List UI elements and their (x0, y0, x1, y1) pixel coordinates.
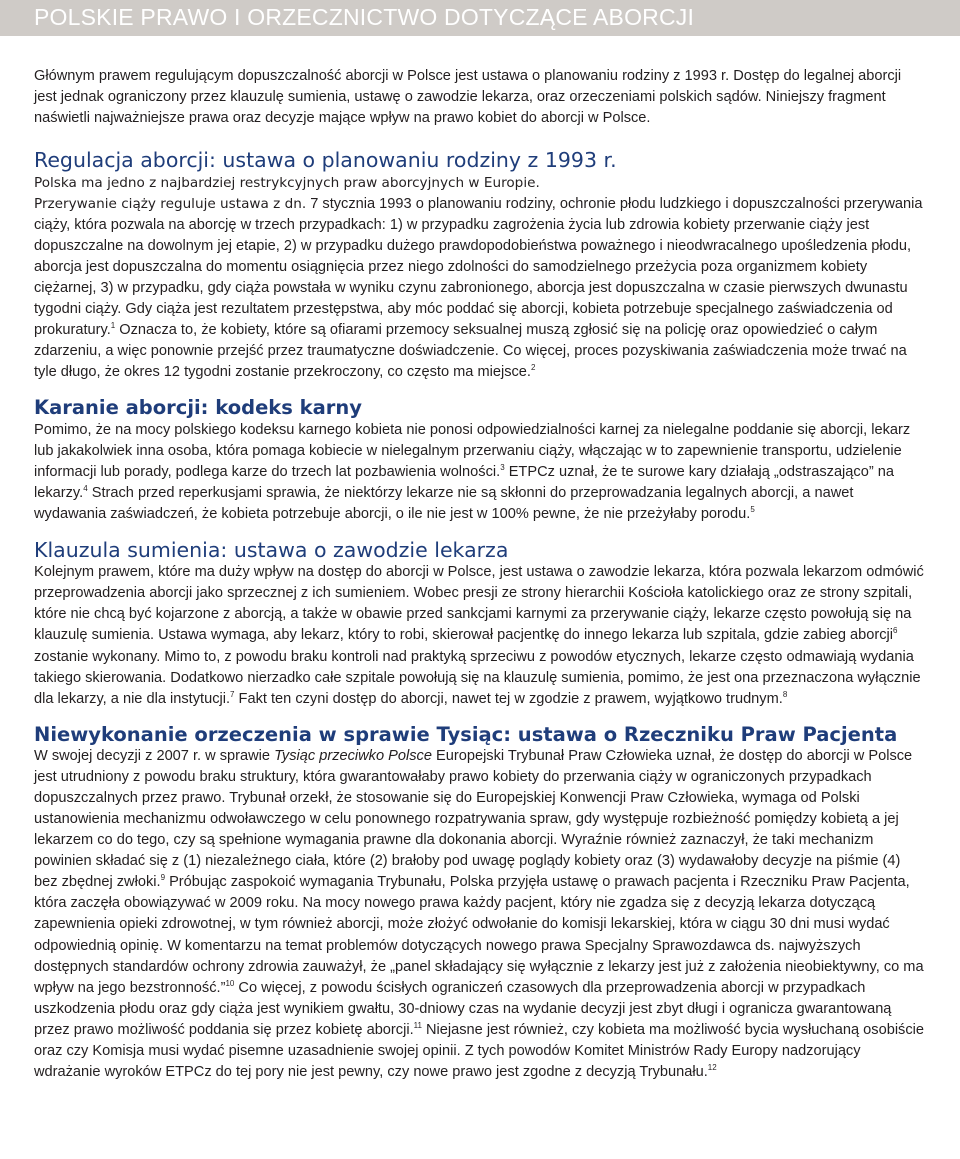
paragraph-penal-code (34, 420, 924, 525)
footnote-ref: 7 (230, 689, 235, 699)
subheading-restrictive: Polska ma jedno z najbardziej restrykcyjnych praw aborcyjnych w Europie. (34, 174, 540, 191)
text-segment: W swojej decyzji z 2007 r. w sprawie (34, 748, 275, 765)
text-segment: Europejski Trybunał Praw Człowieka uznał, że dostęp do aborcji w Polsce jest utrudniony z powodu braku struktury, która gwarantowałaby prawo kobiety do przerwania ciąży w ograniczonych przypadkach dopuszczalnych przez prawo. Trybunał orzekł, że stosowanie się do Europejskiej Konwencji Praw Człowieka, wymaga od Polski ustanowienia mechanizmu odwoławczego w celu ponownego rozpatrywania spraw, gdy występuje rozbieżność pomiędzy kobietą a jej lekarzem co do tego, czy są spełnione wymagania prawne dla dokonania aborcji. Wyraźnie również zaznaczył, że taki mechanizm powinien składać się z (1) niezależnego ciała, które (2) brałoby pod uwagę poglądy kobiety oraz (3) wydawałoby decyzje na piśmie (4) bez zbędnej zwłoki. (34, 748, 913, 891)
text-segment: Pomimo, że na mocy polskiego kodeksu karnego kobieta nie ponosi odpowiedzialności karnej za nielegalne poddanie się aborcji, lekarz lub jakakolwiek inna osoba, która pomaga kobiecie w nielegalnym przerwaniu ciąży, włączając w to zapewnienie transportu, udzielenie informacji lub porady, podlega karze do trzech lat pozbawienia wolności. (34, 421, 911, 480)
footnote-ref: 4 (83, 483, 88, 493)
text-segment: Strach przed reperkusjami sprawia, że niektórzy lekarze nie są skłonni do przeprowadzania legalnych aborcji, a nawet wydawania zaświadczeń, że kobieta potrzebuje aborcji, o ile nie jest w 100% pewne, że nie przeżyłaby porodu. (34, 484, 854, 522)
page-title: POLSKIE PRAWO I ORZECZNICTWO DOTYCZĄCE ABORCJI (34, 4, 695, 30)
section-heading-planning-law: Regulacja aborcji: ustawa o planowaniu rodziny z 1993 r. (34, 148, 617, 173)
intro-paragraph: Głównym prawem regulującym dopuszczalność aborcji w Polsce jest ustawa o planowaniu rodziny z 1993 r. Dostęp do legalnej aborcji jest jednak ograniczony przez klauzulę sumienia, ustawę o zawodzie lekarza, oraz orzeczeniami polskich sądów. Niniejszy fragment naświetli najważniejsze prawa oraz decyzje mające wpływ na prawo kobiet do aborcji w Polsce. (34, 68, 902, 127)
text-segment: Fakt ten czyni dostęp do aborcji, nawet tej w zgodzie z prawem, wyjątkowo trudnym. (234, 690, 783, 707)
section-heading-conscience-clause: Klauzula sumienia: ustawa o zawodzie lekarza (34, 537, 509, 562)
section-heading-penal-code: Karanie aborcji: kodeks karny (34, 396, 362, 420)
text-segment: ETPCz uznał, że te surowe kary działają „odstraszająco” na lekarzy. (34, 463, 894, 501)
text-segment: Oznacza to, że kobiety, które są ofiarami przemocy seksualnej muszą zgłosić się na policję oraz opowiedzieć o całym zdarzeniu, a więc ponownie przejść przez traumatyczne doświadczenie. Co więcej, proces pozyskiwania zaświadczenia może trwać na tyle długo, że okres 12 tygodni zostanie przekroczony, co często ma miejsce. (34, 321, 907, 381)
footnote-ref: 9 (160, 873, 166, 883)
text-segment: Niejasne jest również, czy kobieta ma możliwość bycia wysłuchaną osobiście oraz czy Komisja musi wydać pisemne uzasadnienie swojej opinii. Z tych powodów Komitet Ministrów Rady Europy nadzorujący wdrażanie wyroków ETPCz do tej pory nie jest pewny, czy nowe prawo jest zgodne z decyzją Trybunału. (34, 1021, 925, 1080)
text-segment: Co więcej, z powodu ścisłych ograniczeń czasowych dla przeprowadzenia aborcji w przypadkach uszkodzenia płodu oraz gdy ciąża jest wynikiem gwałtu, 30-dniowy czas na wydanie decyzji jest zbyt długi i ogranicza gwarantowaną przez prawo możliwość poddania się przez kobietę aborcji. (34, 979, 892, 1038)
case-name: Tysiąc przeciwko Polsce (274, 748, 432, 765)
paragraph-conscience-clause (34, 562, 924, 709)
footnote-ref: 3 (500, 462, 505, 472)
text-segment: Próbując zaspokoić wymagania Trybunału, Polska przyjęła ustawę o prawach pacjenta i Rzeczniku Praw Pacjenta, która zaczęła obowiązywać w 2009 roku. Na mocy nowego prawa każdy pacjent, który nie zgadza się z decyzją lekarza dotyczącą zapewnienia opieki zdrowotnej, w tym również aborcji, może złożyć odwołanie do komisji lekarskiej, która w ciągu 30 dni musi wydać odpowiednią opinię. W komentarzu na temat problemów dotyczących nowego prawa Specjalny Sprawozdawca ds. najwyższych dostępnych standardów ochrony zdrowia zauważył, że „panel składający się wyłącznie z lekarzy jest już z założenia nieobiektywny, co ma wpływ na jego bezstronność.” (34, 874, 924, 996)
footnote-ref: 5 (750, 504, 755, 514)
footnote-ref: 1 (110, 320, 116, 330)
text-segment: zostanie wykonany. Mimo to, z powodu braku kontroli nad praktyką sprzeciwu z powodów etycznych, lekarze często odmawiają wydania takiego skierowania. Dodatkowo nierzadko całe szpitale powołują się na klauzulę sumienia, pomimo, że jest ona przeznaczona wyłącznie dla lekarzy, a nie dla instytucji. (34, 648, 921, 707)
text-segment: 7 stycznia 1993 o planowaniu rodziny, ochronie płodu ludzkiego i dopuszczalności przerywania ciąży, która pozwala na aborcję w trzech przypadkach: 1) w przypadku zagrożenia życia lub zdrowia kobiety przerwanie ciąży jest dopuszczalne na dowolnym jej etapie, 2) w przypadku dużego prawdopodobieństwa poważnego i nieodwracalnego upośledzenia płodu, aborcja jest dopuszczalna do momentu osiągnięcia przez niego zdolności do samodzielnego przeżycia poza organizmem kobiety ciężarnej, 3) w przypadku, gdy ciąża powstała w wyniku czynu zabronionego, aborcja jest dopuszczalna w czasie pierwszych dwunastu tygodni ciąży. Gdy ciąża jest rezultatem przestępstwa, aby móc poddać się aborcji, kobieta potrzebuje specjalnego zaświadczenia od prokuratury. (34, 195, 923, 338)
paragraph-tysiac-case (34, 746, 924, 1083)
section-heading-tysiac-case: Niewykonanie orzeczenia w sprawie Tysiąc: ustawa o Rzeczniku Praw Pacjenta (34, 722, 898, 746)
footnote-ref: 6 (893, 626, 898, 636)
subheading-regulation: Przerywanie ciąży reguluje ustawa z dn. (34, 195, 307, 212)
text-segment: Kolejnym prawem, które ma duży wpływ na dostęp do aborcji w Polsce, jest ustawa o zawodzie lekarza, która pozwala lekarzom odmówić przeprowadzenia aborcji jako sprzecznej z ich sumieniem. Wobec presji ze strony hierarchii Kościoła katolickiego oraz ze strony szpitali, które nie chcą być kojarzone z aborcją, a także w obawie przed sankcjami karnymi za przerywanie ciąży, lekarze często powołują się na klauzulę sumienia. Ustawa wymaga, aby lekarz, który to robi, skierował pacjentkę do innego lekarza lub szpitala, gdzie zabieg aborcji (34, 564, 924, 644)
footnote-ref: 11 (413, 1020, 422, 1030)
paragraph-planning-law (34, 194, 924, 383)
footnote-ref: 12 (707, 1062, 717, 1072)
footnote-ref: 10 (225, 978, 235, 988)
footnote-ref: 8 (782, 689, 788, 699)
footnote-ref: 2 (530, 363, 536, 373)
title-bar (0, 0, 960, 36)
document-body (34, 66, 924, 1083)
